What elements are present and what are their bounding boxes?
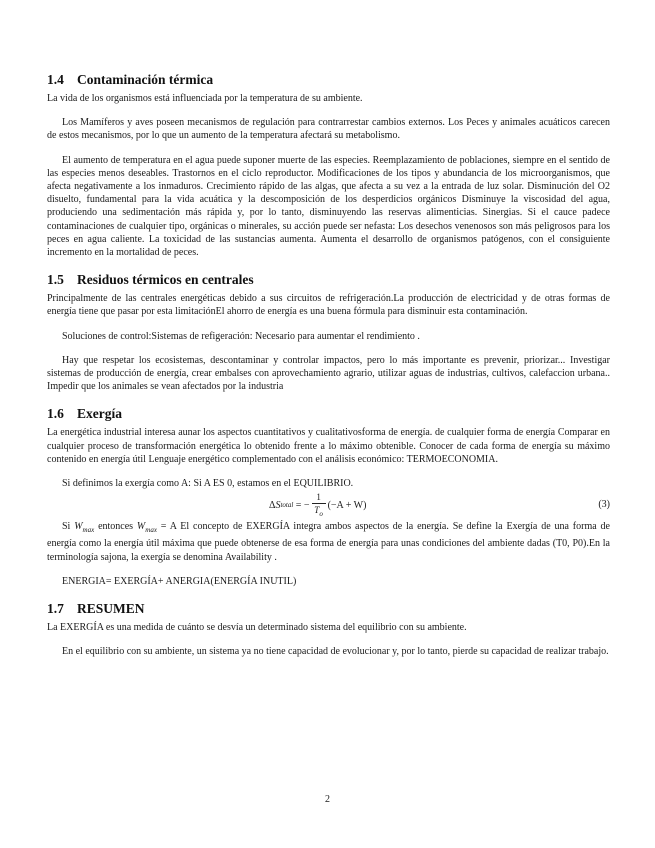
- equation-lhs-var: S: [275, 499, 281, 511]
- equation-fraction: [312, 492, 326, 519]
- paragraph: ENERGIA= EXERGÍA+ ANERGIA(ENERGÍA INUTIL): [62, 575, 297, 587]
- section-heading-1-4: [47, 72, 610, 88]
- section-title: Contaminación térmica: [77, 72, 214, 87]
- fraction-numerator: 1: [316, 491, 321, 502]
- page-number: 2: [325, 794, 330, 805]
- section-heading-1-7: [47, 601, 610, 617]
- section-title: Exergía: [77, 406, 122, 422]
- paragraph: Si definimos la exergía como A: Si A ES 0, estamos en el EQUILIBRIO.: [62, 478, 354, 490]
- paragraph: La energética industrial interesa aunar los aspectos cuantitativos y cualitativosforma de energía. de cualquier forma de energía Comparar en cualquier proceso de transformación energética lo obtenido frente a lo máximo obtenible. Conocer de cada forma de energía su máximo contenido en energía útil Lenguaje energético complementado con el análisis económico: TERMOECONOMIA.: [47, 427, 610, 465]
- section-heading-1-5: [47, 272, 610, 288]
- equation-body: [269, 490, 366, 520]
- section-number: 1.7: [47, 601, 64, 617]
- section-title: RESUMEN: [77, 601, 145, 617]
- document-page: [47, 72, 610, 658]
- equation-lhs-sub: total: [280, 501, 294, 510]
- equation-number: (3): [598, 499, 610, 511]
- equation-delta: Δ: [269, 499, 276, 511]
- paragraph: Hay que respetar los ecosistemas, descontaminar y controlar impactos, pero lo más importante es prevenir, priorizar... Investigar sistemas de producción de energía, crear embalses con aprovechamiento agrario, utilizar aguas de industrias, cultivos, calefaccion urbana.. Impedir que los animales se vean afectados por la industria: [47, 354, 610, 393]
- paragraph: Soluciones de control:Sistemas de refigeración: Necesario para aumentar el rendimiento .: [62, 330, 420, 342]
- paragraph: En el equilibrio con su ambiente, un sistema ya no tiene capacidad de evolucionar y, por lo tanto, pierde su capacidad de realizar trabajo.: [62, 646, 609, 658]
- equation-3: [47, 490, 610, 520]
- paragraph: El aumento de temperatura en el agua puede suponer muerte de las especies. Reemplazamiento de poblaciones, siempre en el sentido de las especies menos deseables. Trastornos en el ciclo reproductor. Modificaciones de los tipos y abundancia de los microorganismos, que afecta negativamente a los inmaduros. Crecimiento rápido de las algas, que afecta a su vez a la entrada de luz solar. Disminución del O2 disuelto, fundamental para la vida acuática y la descomposición de los desperdicios orgánicos Disminuye la viscosidad del agua, produciendo una sedimentación más rápida y, por lo tanto, disminuyendo las reservas alimenticias. Sinergias. Si el cauce padece contaminaciones de cualquier tipo, orgánicas o minerales, su acción puede ser nefasta: Los desechos venenosos son más peligrosos para los peces en agua caliente. La toxicidad de las sustancias aumenta. Aumenta el desarrollo de organismos patógenos, con el consiguiente incremento en la mortalidad de peces.: [47, 154, 610, 259]
- equation-rhs: (−A + W): [327, 499, 367, 511]
- fraction-denominator: $T_o$: [314, 504, 323, 518]
- section-number: 1.5: [47, 272, 64, 288]
- paragraph: La vida de los organismos está influenciada por la temperatura de su ambiente.: [47, 93, 363, 104]
- paragraph: Principalmente de las centrales energéticas debido a sus circuitos de refrigeración.La producción de electricidad y de otras formas de energía tiene que pasar por esta limitaciónEl ahorro de energía es una buena fórmula para disminuir esta contaminación.: [47, 293, 610, 318]
- paragraph: La EXERGÍA es una medida de cuánto se desvía un determinado sistema del equilibrio con su ambiente.: [47, 622, 467, 634]
- paragraph: Si $W_{max}$ entonces $W_{max} = A$ El concepto de EXERGÍA integra ambos aspectos de la energía. Se define la Exergía de una forma de energía como la energía útil máxima que puede obtenerse de esa forma de energía para unas condiciones del ambiente dadas (T0, P0).En la terminología sajona, la exergía se denomina Availability .: [47, 521, 610, 563]
- paragraph: Los Mamíferos y aves poseen mecanismos de regulación para contrarrestar cambios externos. Los Peces y animales acuáticos carecen de estos mecanismos, por lo que un aumento de la temperatura afectará su metabolismo.: [47, 117, 610, 142]
- section-heading-1-6: [47, 406, 610, 422]
- section-number: 1.6: [47, 406, 64, 422]
- section-number: 1.4: [47, 72, 64, 87]
- section-title: Residuos térmicos en centrales: [77, 272, 254, 288]
- equation-eq: = −: [293, 499, 310, 511]
